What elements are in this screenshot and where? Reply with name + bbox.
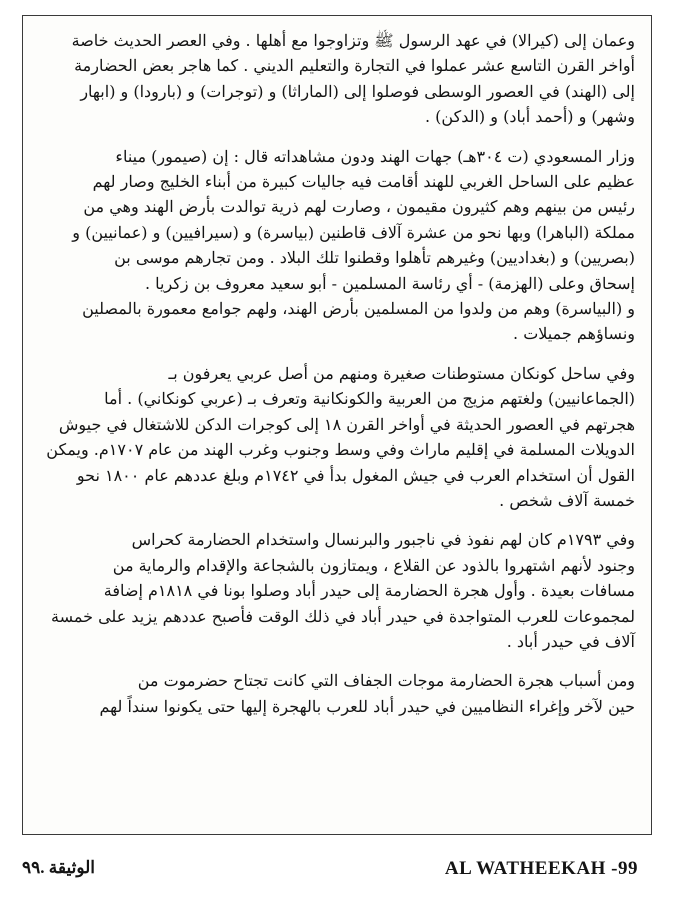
- text-line: وزار المسعودي (ت ٣٠٤هـ) جهات الهند ودون مشاهداته قال : إن (صيمور) ميناء: [115, 146, 635, 166]
- text-line: مسافات بعيدة . وأول هجرة الحضارمة إلى حيدر أباد وصلوا بونا في ١٨١٨م إضافة: [103, 581, 635, 601]
- page-footer: [20, 858, 660, 882]
- text-line: لمجموعات للعرب المتواجدة في حيدر أباد في ذلك الوقت فأصبح عددهم يزيد على خمسة: [51, 606, 635, 626]
- text-frame: [22, 15, 652, 835]
- text-line: وفي ١٧٩٣م كان لهم نفوذ في ناجبور والبرنسال واستخدام الحضارمة كحراس: [131, 530, 635, 550]
- text-line: ومن أسباب هجرة الحضارمة موجات الجفاف التي كانت تجتاح حضرموت من: [137, 671, 635, 691]
- text-line: الدويلات المسلمة في إقليم ماراث وفي وسط وجنوب وغرب الهند من عام ١٧٠٧م. ويمكن: [46, 440, 635, 460]
- text-line: عظيم على الساحل الغربي للهند أقامت فيه جاليات كبيرة من أبناء الخليج وصار لهم: [92, 172, 635, 192]
- paragraph-1: [41, 28, 635, 130]
- text-line: القول أن استخدام العرب في جيش المغول بدأ في ١٧٤٢م وبلغ عددهم عام ١٨٠٠ نحو: [76, 465, 635, 485]
- text-line: هجرتهم في العصور الحديثة في أواخر القرن ١٨ إلى كوجرات الدكن للاشتغال في جيوش: [58, 414, 635, 434]
- text-line: إلى (الهند) في العصور الوسطى فوصلوا إلى (الماراثا) و (توجرات) و (بارودا) و (ابهار: [80, 81, 635, 101]
- text-line: (بصريين) و (بغداديين) وغيرهم تأهلوا وقطنوا تلك البلاد . ومن تجارهم موسى بن: [114, 248, 635, 268]
- journal-name-arabic: الوثيقة .٩٩: [22, 858, 96, 877]
- text-line: وشهر) و (أحمد أباد) و (الدكن) .: [425, 107, 635, 127]
- paragraph-2: [41, 144, 635, 347]
- text-line: مملكة (الباهرا) وبها نحو من عشرة آلاف قاطنين (بياسرة) و (سيرافيين) و (عمانيين) و: [72, 222, 635, 242]
- text-line: آلاف في حيدر أباد .: [506, 631, 635, 651]
- text-line: إسحاق وعلى (الهزمة) - أي رئاسة المسلمين - أبو سعيد معروف بن زكريا .: [144, 273, 635, 293]
- paragraph-4: [41, 527, 635, 654]
- text-line: وعمان إلى (كيرالا) في عهد الرسول ﷺ وتزاوجوا مع أهلها . وفي العصر الحديث خاصة: [71, 31, 635, 50]
- text-line: أواخر القرن التاسع عشر عملوا في التجارة والتعليم الديني . كما هاجر بعض الحضارمة: [74, 56, 635, 76]
- text-line: وجنود لأنهم اشتهروا بالذود عن القلاع ، ويمتازون بالشجاعة والإقدام والرماية من: [112, 555, 635, 575]
- text-line: و (البياسرة) وهم من ولدوا من المسلمين بأرض الهند، ولهم جوامع معمورة بالمصلين: [82, 299, 635, 319]
- journal-name-latin: AL WATHEEKAH -99: [444, 858, 638, 879]
- text-line: (الجماعانيين) ولغتهم مزيج من العربية والكونكانية وتعرف بـ (عربي كونكاني) . أما: [104, 389, 635, 409]
- text-line: خمسة آلاف شخص .: [499, 490, 635, 510]
- text-line: رئيس من بينهم وهم كثيرون مقيمون ، وصارت لهم ذرية توالدت بأرض الهند وهي من: [83, 197, 635, 217]
- text-line: ونساؤهم جميلات .: [513, 324, 635, 344]
- paragraph-5: [41, 668, 635, 719]
- text-line: حين لآخر وإغراء النظاميين في حيدر أباد للعرب بالهجرة إليها حتى يكونوا سنداً لهم: [99, 696, 635, 716]
- paragraph-3: [41, 361, 635, 513]
- text-line: وفي ساحل كونكان مستوطنات صغيرة ومنهم من أصل عربي يعرفون بـ: [168, 363, 635, 383]
